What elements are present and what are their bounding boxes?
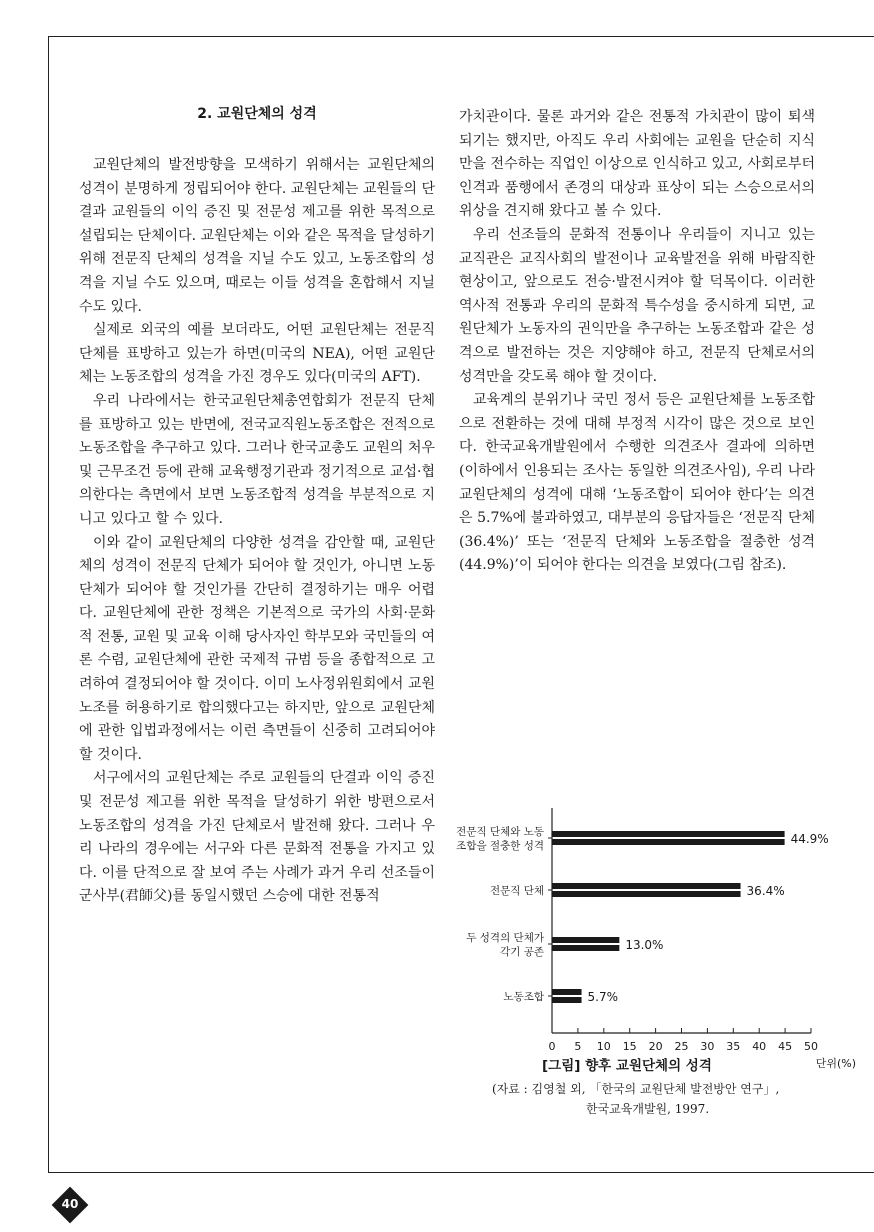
x-tick-label: 20 <box>648 1040 663 1053</box>
value-label: 13.0% <box>625 938 664 952</box>
bar <box>552 945 619 951</box>
bar <box>552 997 582 1003</box>
category-label: 노동조합 <box>503 991 544 1003</box>
bar <box>552 891 741 897</box>
source-line: 한국교육개발원, 1997. <box>586 1102 710 1116</box>
unit-label: 단위(%) <box>815 1057 856 1070</box>
paragraph: 우리 나라에서는 한국교원단체총연합회가 전문직 단체를 표방하고 있는 반면에, 전국교직원노동조합은 전적으로 노동조합을 추구하고 있다. 그러나 한국교총도 교원의 처우 및 근무조건 등에 관해 교육행정기관과 정기적으로 교섭·협의한다는 측면에서 보면 노동조합적 성격을 부분적으로 지니고 있다고 할 수 있다. <box>79 392 435 527</box>
paragraph: 교육계의 분위기나 국민 정서 등은 교원단체를 노동조합으로 전환하는 것에 대해 부정적 시각이 많은 것으로 보인다. 한국교육개발원에서 수행한 의견조사 결과에 의하면(이하에서 인용되는 조사는 동일한 의견조사임), 우리 나라 교원단체의 성격에 대해 ‘노동조합이 되어야 한다’는 의견은 5.7%에 불과하였고, 대부분의 응답자들은 ‘전문직 단체(36.4%)’ 또는 ‘전문직 단체와 노동조합을 절충한 성격(44.9%)’이 되어야 한다는 의견을 보였다(그림 참조). <box>459 392 815 574</box>
category-label: 조합을 절충한 성격 <box>456 840 544 852</box>
category-label: 각기 공존 <box>500 946 544 958</box>
bar <box>552 883 741 889</box>
value-label: 36.4% <box>746 884 785 898</box>
section-title: 2. 교원단체의 성격 <box>197 106 317 122</box>
x-tick-label: 15 <box>622 1040 637 1053</box>
top-rule <box>48 36 874 37</box>
x-tick-label: 50 <box>804 1040 818 1053</box>
bar <box>552 989 582 995</box>
value-label: 5.7% <box>587 990 619 1004</box>
figure-title: [그림] 향후 교원단체의 성격 <box>542 1058 712 1074</box>
bar <box>552 937 619 943</box>
left-column <box>79 104 435 909</box>
x-tick-label: 30 <box>700 1040 715 1053</box>
bar <box>552 831 785 837</box>
bottom-rule <box>48 1172 874 1173</box>
value-label: 44.9% <box>790 832 829 846</box>
category-label: 전문직 단체 <box>489 885 544 897</box>
paragraph: 가치관이다. 물론 과거와 같은 전통적 가치관이 많이 퇴색되기는 했지만, 아직도 우리 사회에는 교원을 단순히 지식만을 전수하는 직업인 이상으로 인식하고 있고, 사회로부터 인격과 품행에서 존경의 대상과 표상이 되는 스승으로서의 위상을 견지해 왔다고 볼 수 있다. <box>459 109 815 220</box>
paragraph: 실제로 외국의 예를 보더라도, 어떤 교원단체는 전문직 단체를 표방하고 있는가 하면(미국의 NEA), 어떤 교원단체는 노동조합의 성격을 가진 경우도 있다(미국의 AFT). <box>79 322 435 386</box>
x-tick-label: 10 <box>596 1040 611 1053</box>
left-rule <box>48 36 49 1172</box>
paragraph: 서구에서의 교원단체는 주로 교원들의 단결과 이익 증진 및 전문성 제고를 위한 목적을 달성하기 위한 방편으로서 노동조합의 성격을 가진 단체로서 발전해 왔다. 그러나 우리 나라의 경우에는 서구와 다른 문화적 전통을 가지고 있다. 이를 단적으로 잘 보여 주는 사례가 과거 우리 선조들이 군사부(君師父)를 동일시했던 스승에 대한 전통적 <box>79 770 435 905</box>
page-number-badge <box>50 1185 92 1227</box>
x-tick-label: 45 <box>778 1040 793 1053</box>
page-number: 40 <box>61 1197 79 1211</box>
x-tick-label: 25 <box>674 1040 689 1053</box>
x-tick-label: 0 <box>548 1040 556 1053</box>
bar <box>552 839 785 845</box>
right-column <box>459 106 815 578</box>
category-label: 전문직 단체와 노동 <box>456 826 544 838</box>
x-tick-label: 35 <box>726 1040 741 1053</box>
category-label: 두 성격의 단체가 <box>466 932 544 944</box>
paragraph: 이와 같이 교원단체의 다양한 성격을 감안할 때, 교원단체의 성격이 전문직 단체가 되어야 할 것인가, 아니면 노동단체가 되어야 할 것인가를 간단히 결정하기는 매우 어렵다. 교원단체에 관한 정책은 기본적으로 국가의 사회·문화적 전통, 교원 및 교육 이해 당사자인 학부모와 국민들의 여론 수렴, 교원단체에 관한 국제적 규범 등을 종합적으로 고려하여 결정되어야 할 것이다. 이미 노사정위원회에서 교원노조를 허용하기로 합의했다고는 하지만, 앞으로 교원단체에 관한 입법과정에서는 이런 측면들이 신중히 고려되어야 할 것이다. <box>79 534 435 763</box>
x-tick-label: 40 <box>752 1040 767 1053</box>
bar-chart-svg <box>452 808 862 1053</box>
paragraph: 교원단체의 발전방향을 모색하기 위해서는 교원단체의 성격이 분명하게 정립되어야 한다. 교원단체는 교원들의 단결과 교원들의 이익 증진 및 전문성 제고를 위한 목적으로 설립되는 단체이다. 교원단체는 이와 같은 목적을 달성하기 위해 전문직 단체의 성격을 지닐 수도 있고, 노동조합의 성격을 지닐 수도 있으며, 때로는 이들 성격을 혼합해서 지닐 수도 있다. <box>79 157 435 315</box>
paragraph: 우리 선조들의 문화적 전통이나 우리들이 지니고 있는 교직관은 교직사회의 발전이나 교육발전을 위해 바람직한 현상이고, 앞으로도 전승·발전시켜야 할 덕목이다. 이러한 역사적 전통과 우리의 문화적 특수성을 중시하게 되면, 교원단체가 노동자의 권익만을 추구하는 노동조합과 같은 성격으로 발전하는 것은 지양해야 하고, 전문직 단체로서의 성격만을 갖도록 해야 할 것이다. <box>459 226 815 385</box>
x-tick-label: 5 <box>574 1040 582 1053</box>
source-line: (자료 : 김영철 외, 「한국의 교원단체 발전방안 연구」, <box>492 1082 780 1096</box>
